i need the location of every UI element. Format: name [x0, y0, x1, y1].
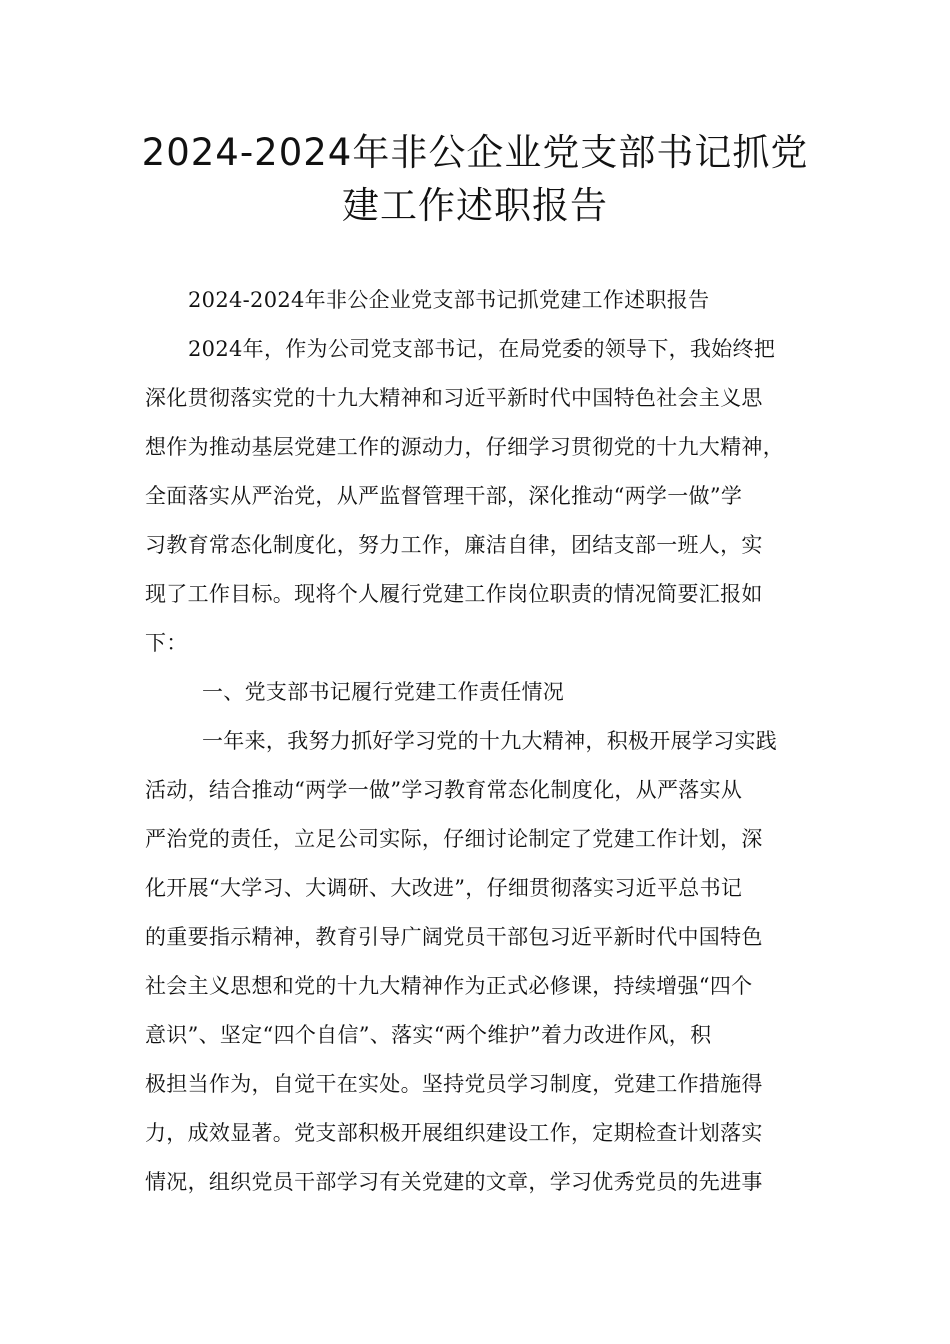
paragraph-line: 意识”、坚定“四个自信”、落实“两个维护”着力改进作风，积	[145, 1023, 712, 1047]
paragraph-line: 力，成效显著。党支部积极开展组织建设工作，定期检查计划落实	[145, 1121, 763, 1145]
paragraph-line: 深化贯彻落实党的十九大精神和习近平新时代中国特色社会主义思	[145, 386, 763, 410]
section-heading: 一、党支部书记履行党建工作责任情况	[202, 680, 565, 704]
paragraph-line: 极担当作为，自觉干在实处。坚持党员学习制度，党建工作措施得	[145, 1072, 763, 1096]
paragraph-line: 全面落实从严治党，从严监督管理干部，深化推动“两学一做”学	[145, 484, 743, 508]
paragraph-line: 化开展“大学习、大调研、大改进”，仔细贯彻落实习近平总书记	[145, 876, 743, 900]
paragraph-line: 情况，组织党员干部学习有关党建的文章，学习优秀党员的先进事	[145, 1170, 763, 1194]
paragraph-line: 现了工作目标。现将个人履行党建工作岗位职责的情况简要汇报如	[145, 582, 763, 606]
document-title-line-1: 2024-2024年非公企业党支部书记抓党	[141, 131, 809, 174]
document-title-line-2: 建工作述职报告	[342, 184, 608, 227]
subtitle-line: 2024-2024年非公企业党支部书记抓党建工作述职报告	[188, 288, 710, 312]
paragraph-line: 习教育常态化制度化，努力工作，廉洁自律，团结支部一班人，实	[145, 533, 763, 557]
paragraph-line: 活动，结合推动“两学一做”学习教育常态化制度化，从严落实从	[145, 778, 743, 802]
paragraph-line: 下：	[145, 631, 188, 655]
paragraph-line: 想作为推动基层党建工作的源动力，仔细学习贯彻党的十九大精神，	[145, 435, 784, 459]
paragraph-line: 严治党的责任，立足公司实际，仔细讨论制定了党建工作计划，深	[145, 827, 763, 851]
document-body	[145, 276, 825, 1207]
paragraph-line: 一年来，我努力抓好学习党的十九大精神，积极开展学习实践	[202, 729, 778, 753]
paragraph-line: 2024年，作为公司党支部书记，在局党委的领导下，我始终把	[188, 337, 776, 361]
paragraph-line: 的重要指示精神，教育引导广阔党员干部包习近平新时代中国特色	[145, 925, 763, 949]
paragraph-line: 社会主义思想和党的十九大精神作为正式必修课，持续增强“四个	[145, 974, 753, 998]
